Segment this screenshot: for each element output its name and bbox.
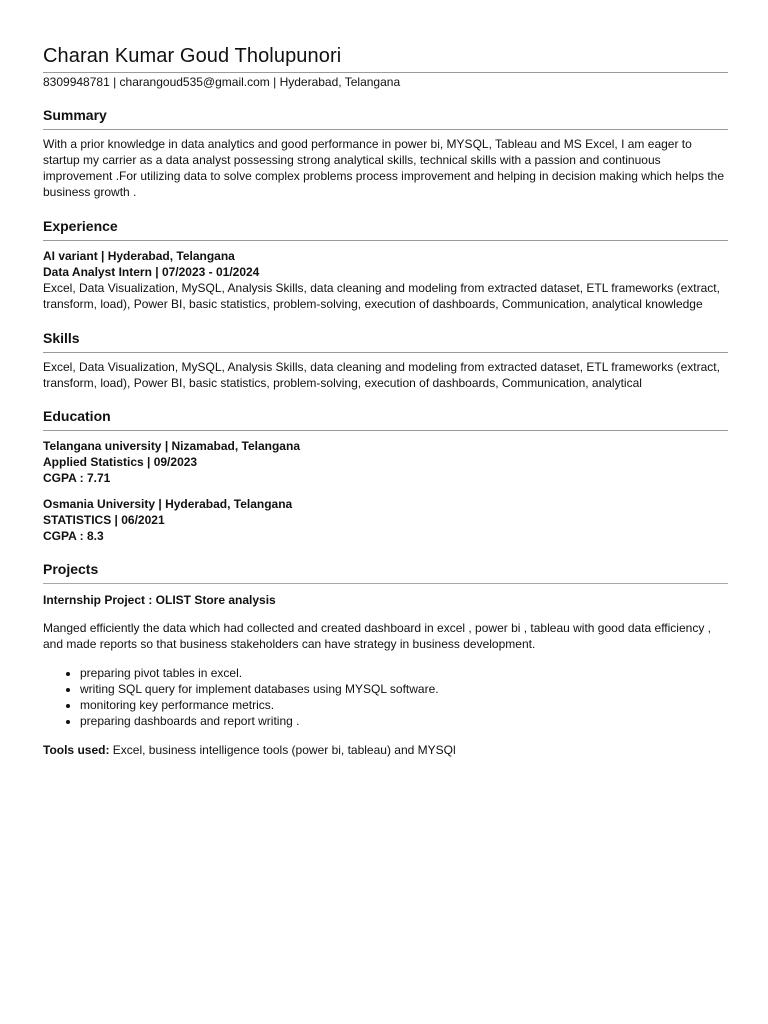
tools-used-label: Tools used:	[43, 743, 110, 757]
experience-heading: Experience	[43, 218, 118, 234]
skills-divider	[43, 352, 728, 353]
education-grade: CGPA : 8.3	[43, 529, 104, 543]
education-entry	[43, 438, 728, 486]
experience-role: Data Analyst Intern | 07/2023 - 01/2024	[43, 265, 260, 279]
project-description: Manged efficiently the data which had collected and created dashboard in excel , power bi , tableau with good data efficiency , and made reports so that business stakeholders can have strategy in business development.	[43, 621, 711, 651]
skills-heading: Skills	[43, 330, 80, 346]
experience-description: Excel, Data Visualization, MySQL, Analysis Skills, data cleaning and modeling from extracted dataset, ETL frameworks (extract, transform, load), Power BI, basic statistics, problem-solving, execution of dashboards, Communication, analytical knowledge	[43, 281, 720, 311]
education-entry	[43, 496, 728, 544]
header-divider	[43, 72, 728, 73]
education-school: Osmania University | Hyderabad, Telangana	[43, 497, 293, 511]
education-degree: Applied Statistics | 09/2023	[43, 455, 198, 469]
project-bullet-list	[43, 665, 728, 729]
experience-divider	[43, 240, 728, 241]
education-grade: CGPA : 7.71	[43, 471, 111, 485]
projects-divider	[43, 583, 728, 584]
education-heading: Education	[43, 408, 111, 424]
summary-divider	[43, 129, 728, 130]
education-divider	[43, 430, 728, 431]
contact-line: 8309948781 | charangoud535@gmail.com | Hyderabad, Telangana	[43, 75, 401, 89]
project-title: Internship Project : OLIST Store analysis	[43, 593, 276, 607]
education-school: Telangana university | Nizamabad, Telangana	[43, 439, 300, 453]
skills-text: Excel, Data Visualization, MySQL, Analysis Skills, data cleaning and modeling from extracted dataset, ETL frameworks (extract, transform, load), Power BI, basic statistics, problem-solving, execution of dashboards, Communication, analytical	[43, 360, 720, 390]
candidate-name: Charan Kumar Goud Tholupunori	[43, 45, 342, 67]
list-item: • monitoring key performance metrics.	[80, 697, 728, 713]
tools-used-value: Excel, business intelligence tools (power bi, tableau) and MYSQl	[112, 743, 456, 757]
summary-text: With a prior knowledge in data analytics and good performance in power bi, MYSQL, Tableau and MS Excel, I am eager to startup my carrier as a data analyst possessing strong analytical skills, technical skills with a passion and continuous improvement .For utilizing data to solve complex problems process improvement and helping in decision making which helps the business growth .	[43, 137, 724, 199]
list-item: • writing SQL query for implement databases using MYSQL software.	[80, 681, 728, 697]
experience-company: AI variant | Hyderabad, Telangana	[43, 249, 235, 263]
list-item: • preparing dashboards and report writing .	[80, 713, 728, 729]
summary-heading: Summary	[43, 107, 107, 123]
list-item: • preparing pivot tables in excel.	[80, 665, 728, 681]
projects-heading: Projects	[43, 561, 99, 577]
tools-used-line	[43, 742, 728, 758]
education-degree: STATISTICS | 06/2021	[43, 513, 165, 527]
